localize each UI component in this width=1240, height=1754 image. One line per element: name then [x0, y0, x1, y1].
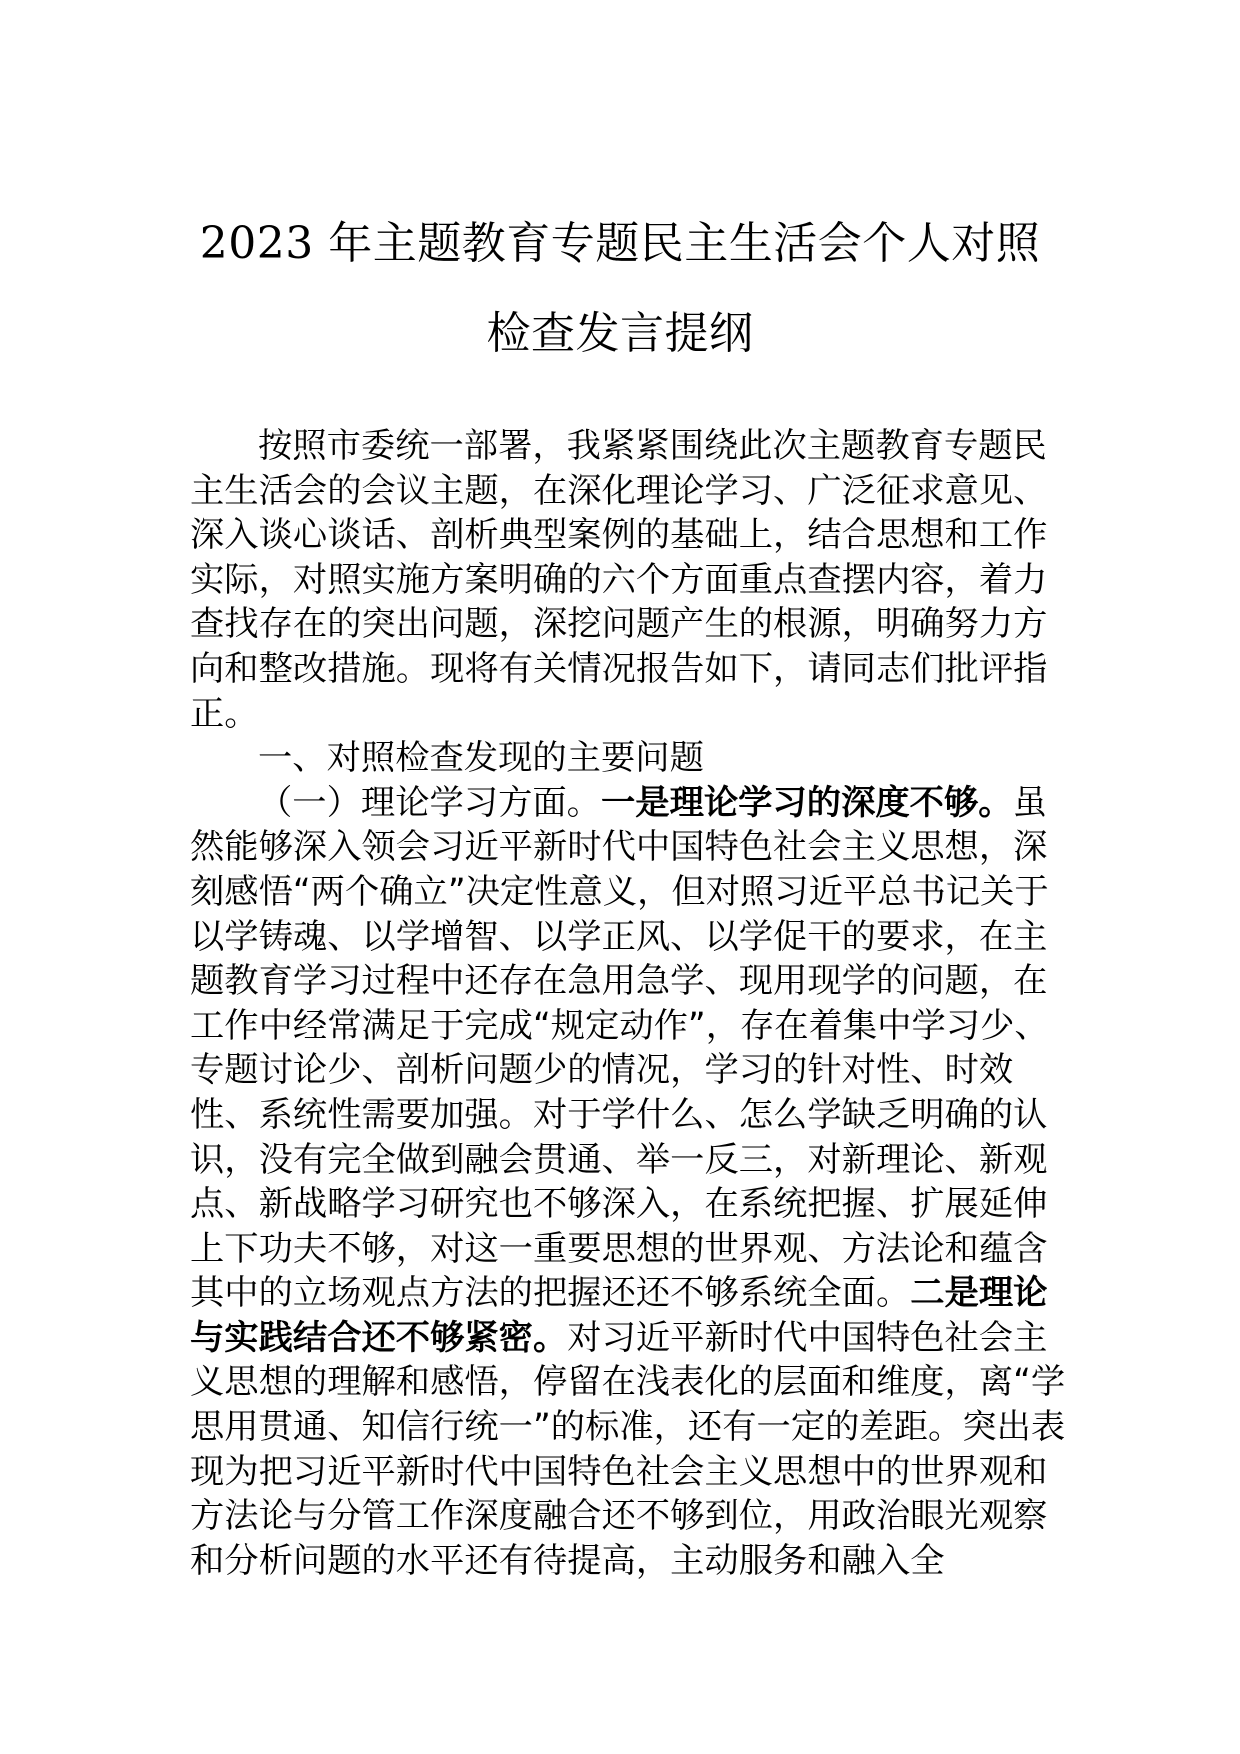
section-heading-1: 一、对照检查发现的主要问题 [258, 738, 704, 779]
intro-paragraph: 按照市委统一部署，我紧紧围绕此次主题教育专题民主生活会的会议主题，在深化理论学习、广泛征求意见、深入谈心谈话、剖析典型案例的基础上，结合思想和工作实际，对照实施方案明确的六个方面重点查摆内容，着力查找存在的突出问题，深挖问题产生的根源，明确努力方向和整改措施。现将有关情况报告如下，请同志们批评指正。 [190, 426, 1048, 734]
point-1-text: 虽然能够深入领会习近平新时代中国特色社会主义思想，深刻感悟“两个确立”决定性意义，但对照习近平总书记关于以学铸魂、以学增智、以学正风、以学促干的要求，在主题教育学习过程中还存在急用急学、现用现学的问题，在工作中经常满足于完成“规定动作”，存在着集中学习少、专题讨论少、剖析问题少的情况，学习的针对性、时效性、系统性需要加强。对于学什么、怎么学缺乏明确的认识，没有完全做到融会贯通、举一反三，对新理论、新观点、新战略学习研究也不够深入，在系统把握、扩展延伸上下功夫不够，对这一重要思想的世界观、方法论和蕴含其中的立场观点方法的把握还还不够系统全面。 [190, 782, 1049, 1314]
point-1-heading: 一是理论学习的深度不够。 [600, 782, 1013, 823]
point-2-text: 对习近平新时代中国特色社会主义思想的理解和感悟，停留在浅表化的层面和维度，离“学思用贯通、知信行统一”的标准，还有一定的差距。突出表现为把习近平新时代中国特色社会主义思想中的世界观和方法论与分管工作深度融合还不够到位，用政治眼光观察和分析问题的水平还有待提高，主动服务和融入全 [190, 1317, 1066, 1581]
document-title-line-2: 检查发言提纲 [486, 308, 754, 359]
subsection-paragraph-1 [190, 781, 1070, 1584]
document-title-line-1: 2023 年主题教育专题民主生活会个人对照 [199, 218, 1041, 269]
point-2-heading: 二是理论与实践结合还不够紧密。 [190, 1273, 1048, 1358]
document-body [190, 424, 1070, 1583]
subsection-lead: （一）理论学习方面。 [258, 782, 601, 823]
